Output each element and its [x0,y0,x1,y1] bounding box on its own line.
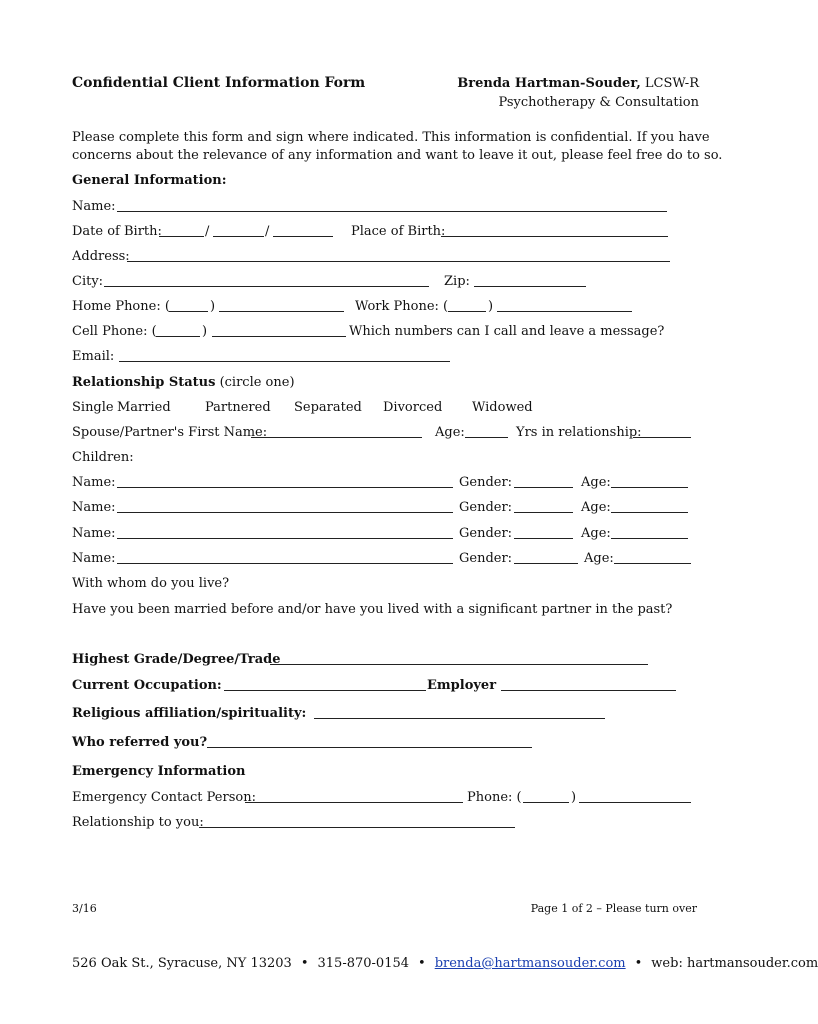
years-field-line[interactable] [633,437,691,438]
message-question: Which numbers can I call and leave a message? [349,324,665,339]
child-name-line[interactable] [117,563,453,564]
referred-field-line[interactable] [207,747,532,748]
pob-label: Place of Birth: [351,224,446,239]
status-single[interactable]: Single [72,400,114,415]
cell-phone-area-line[interactable] [156,336,200,337]
provider-credential: LCSW-R [644,76,699,91]
child-age-label: Age: [581,500,611,515]
child-age-label: Age: [581,475,611,490]
child-name-line[interactable] [117,512,453,513]
child-gender-label: Gender: [459,551,513,566]
child-age-line[interactable] [611,538,688,539]
emergency-phone-paren: ) [571,790,577,805]
years-label: Yrs in relationship: [516,425,642,440]
dob-label: Date of Birth: [72,224,162,239]
relationship-to-you-label: Relationship to you: [72,815,204,830]
married-before-question: Have you been married before and/or have you lived with a significant partner in the past? [72,602,673,617]
address-field-line[interactable] [127,261,670,262]
city-label: City: [72,274,104,289]
work-phone-area-line[interactable] [448,311,486,312]
dob-slash-2: / [265,224,270,239]
emergency-contact-label: Emergency Contact Person: [72,790,256,805]
child-gender-line[interactable] [514,538,573,539]
work-phone-label: Work Phone: ( [355,299,449,314]
zip-label: Zip: [444,274,470,289]
cell-phone-label: Cell Phone: ( [72,324,157,339]
child-name-label: Name: [72,526,116,541]
name-label: Name: [72,199,116,214]
work-phone-number-line[interactable] [497,311,632,312]
grade-field-line[interactable] [270,664,648,665]
footer-phone: 315-870-0154 [317,956,410,971]
home-phone-paren: ) [210,299,216,314]
relationship-heading: Relationship Status [72,375,216,390]
emergency-phone-area-line[interactable] [523,802,569,803]
child-gender-label: Gender: [459,475,513,490]
provider-subtitle: Psychotherapy & Consultation [498,95,699,110]
home-phone-number-line[interactable] [219,311,344,312]
child-gender-line[interactable] [514,487,573,488]
cell-phone-paren: ) [202,324,208,339]
child-name-line[interactable] [117,538,453,539]
footer-email-link[interactable]: brenda@hartmansouder.com [434,956,626,971]
child-name-label: Name: [72,500,116,515]
bullet-separator: • [300,956,309,971]
employer-field-line[interactable] [501,690,676,691]
live-with-question: With whom do you live? [72,576,230,591]
spouse-field-line[interactable] [251,437,422,438]
emergency-phone-number-line[interactable] [579,802,691,803]
name-field-line[interactable] [117,211,667,212]
form-title: Confidential Client Information Form [72,75,366,91]
spouse-age-line[interactable] [465,437,508,438]
general-heading: General Information: [72,173,227,188]
child-name-label: Name: [72,475,116,490]
emergency-phone-label: Phone: ( [467,790,522,805]
child-age-line[interactable] [611,487,688,488]
spouse-label: Spouse/Partner's First Name: [72,425,268,440]
bullet-separator: • [634,956,643,971]
dob-slash-1: / [205,224,210,239]
religion-field-line[interactable] [314,718,605,719]
email-field-line[interactable] [119,361,450,362]
intro-line-2: concerns about the relevance of any information and want to leave it out, please feel free do to so. [72,148,723,163]
child-name-line[interactable] [117,487,453,488]
child-age-label: Age: [584,551,614,566]
footer-contact-line [72,957,818,970]
children-label: Children: [72,450,134,465]
page-indicator: Page 1 of 2 – Please turn over [530,902,697,915]
child-gender-line[interactable] [514,512,573,513]
child-gender-label: Gender: [459,500,513,515]
grade-label: Highest Grade/Degree/Trade [72,652,281,667]
occupation-label: Current Occupation: [72,678,222,693]
home-phone-area-line[interactable] [169,311,208,312]
zip-field-line[interactable] [474,286,586,287]
work-phone-paren: ) [488,299,494,314]
dob-day-line[interactable] [213,236,264,237]
status-married[interactable]: Married [117,400,171,415]
referred-label: Who referred you? [72,735,208,750]
provider-name: Brenda Hartman-Souder, [457,76,641,91]
emergency-heading: Emergency Information [72,764,246,779]
spouse-age-label: Age: [435,425,465,440]
child-age-label: Age: [581,526,611,541]
relationship-heading-line [72,376,295,389]
status-widowed[interactable]: Widowed [472,400,533,415]
child-gender-label: Gender: [459,526,513,541]
cell-phone-number-line[interactable] [212,336,346,337]
email-label: Email: [72,349,115,364]
emergency-contact-line[interactable] [245,802,463,803]
employer-label: Employer [427,678,497,693]
child-age-line[interactable] [614,563,691,564]
status-divorced[interactable]: Divorced [383,400,443,415]
child-gender-line[interactable] [514,563,578,564]
occupation-field-line[interactable] [224,690,426,691]
child-age-line[interactable] [611,512,688,513]
footer-web: web: hartmansouder.com [651,956,818,971]
relationship-note: (circle one) [219,375,295,390]
address-label: Address: [72,249,130,264]
child-name-label: Name: [72,551,116,566]
relationship-to-you-line[interactable] [199,827,515,828]
city-field-line[interactable] [104,286,429,287]
status-separated[interactable]: Separated [294,400,362,415]
dob-year-line[interactable] [273,236,333,237]
provider-name-line [457,77,699,90]
intro-line-1: Please complete this form and sign where indicated. This information is confidential. If you have [72,130,710,145]
bullet-separator: • [418,956,426,971]
dob-month-line[interactable] [159,236,204,237]
status-partnered[interactable]: Partnered [205,400,271,415]
form-date: 3/16 [72,902,97,915]
religion-label: Religious affiliation/spirituality: [72,706,307,721]
footer-address: 526 Oak St., Syracuse, NY 13203 [72,956,292,971]
pob-field-line[interactable] [441,236,668,237]
home-phone-label: Home Phone: ( [72,299,170,314]
